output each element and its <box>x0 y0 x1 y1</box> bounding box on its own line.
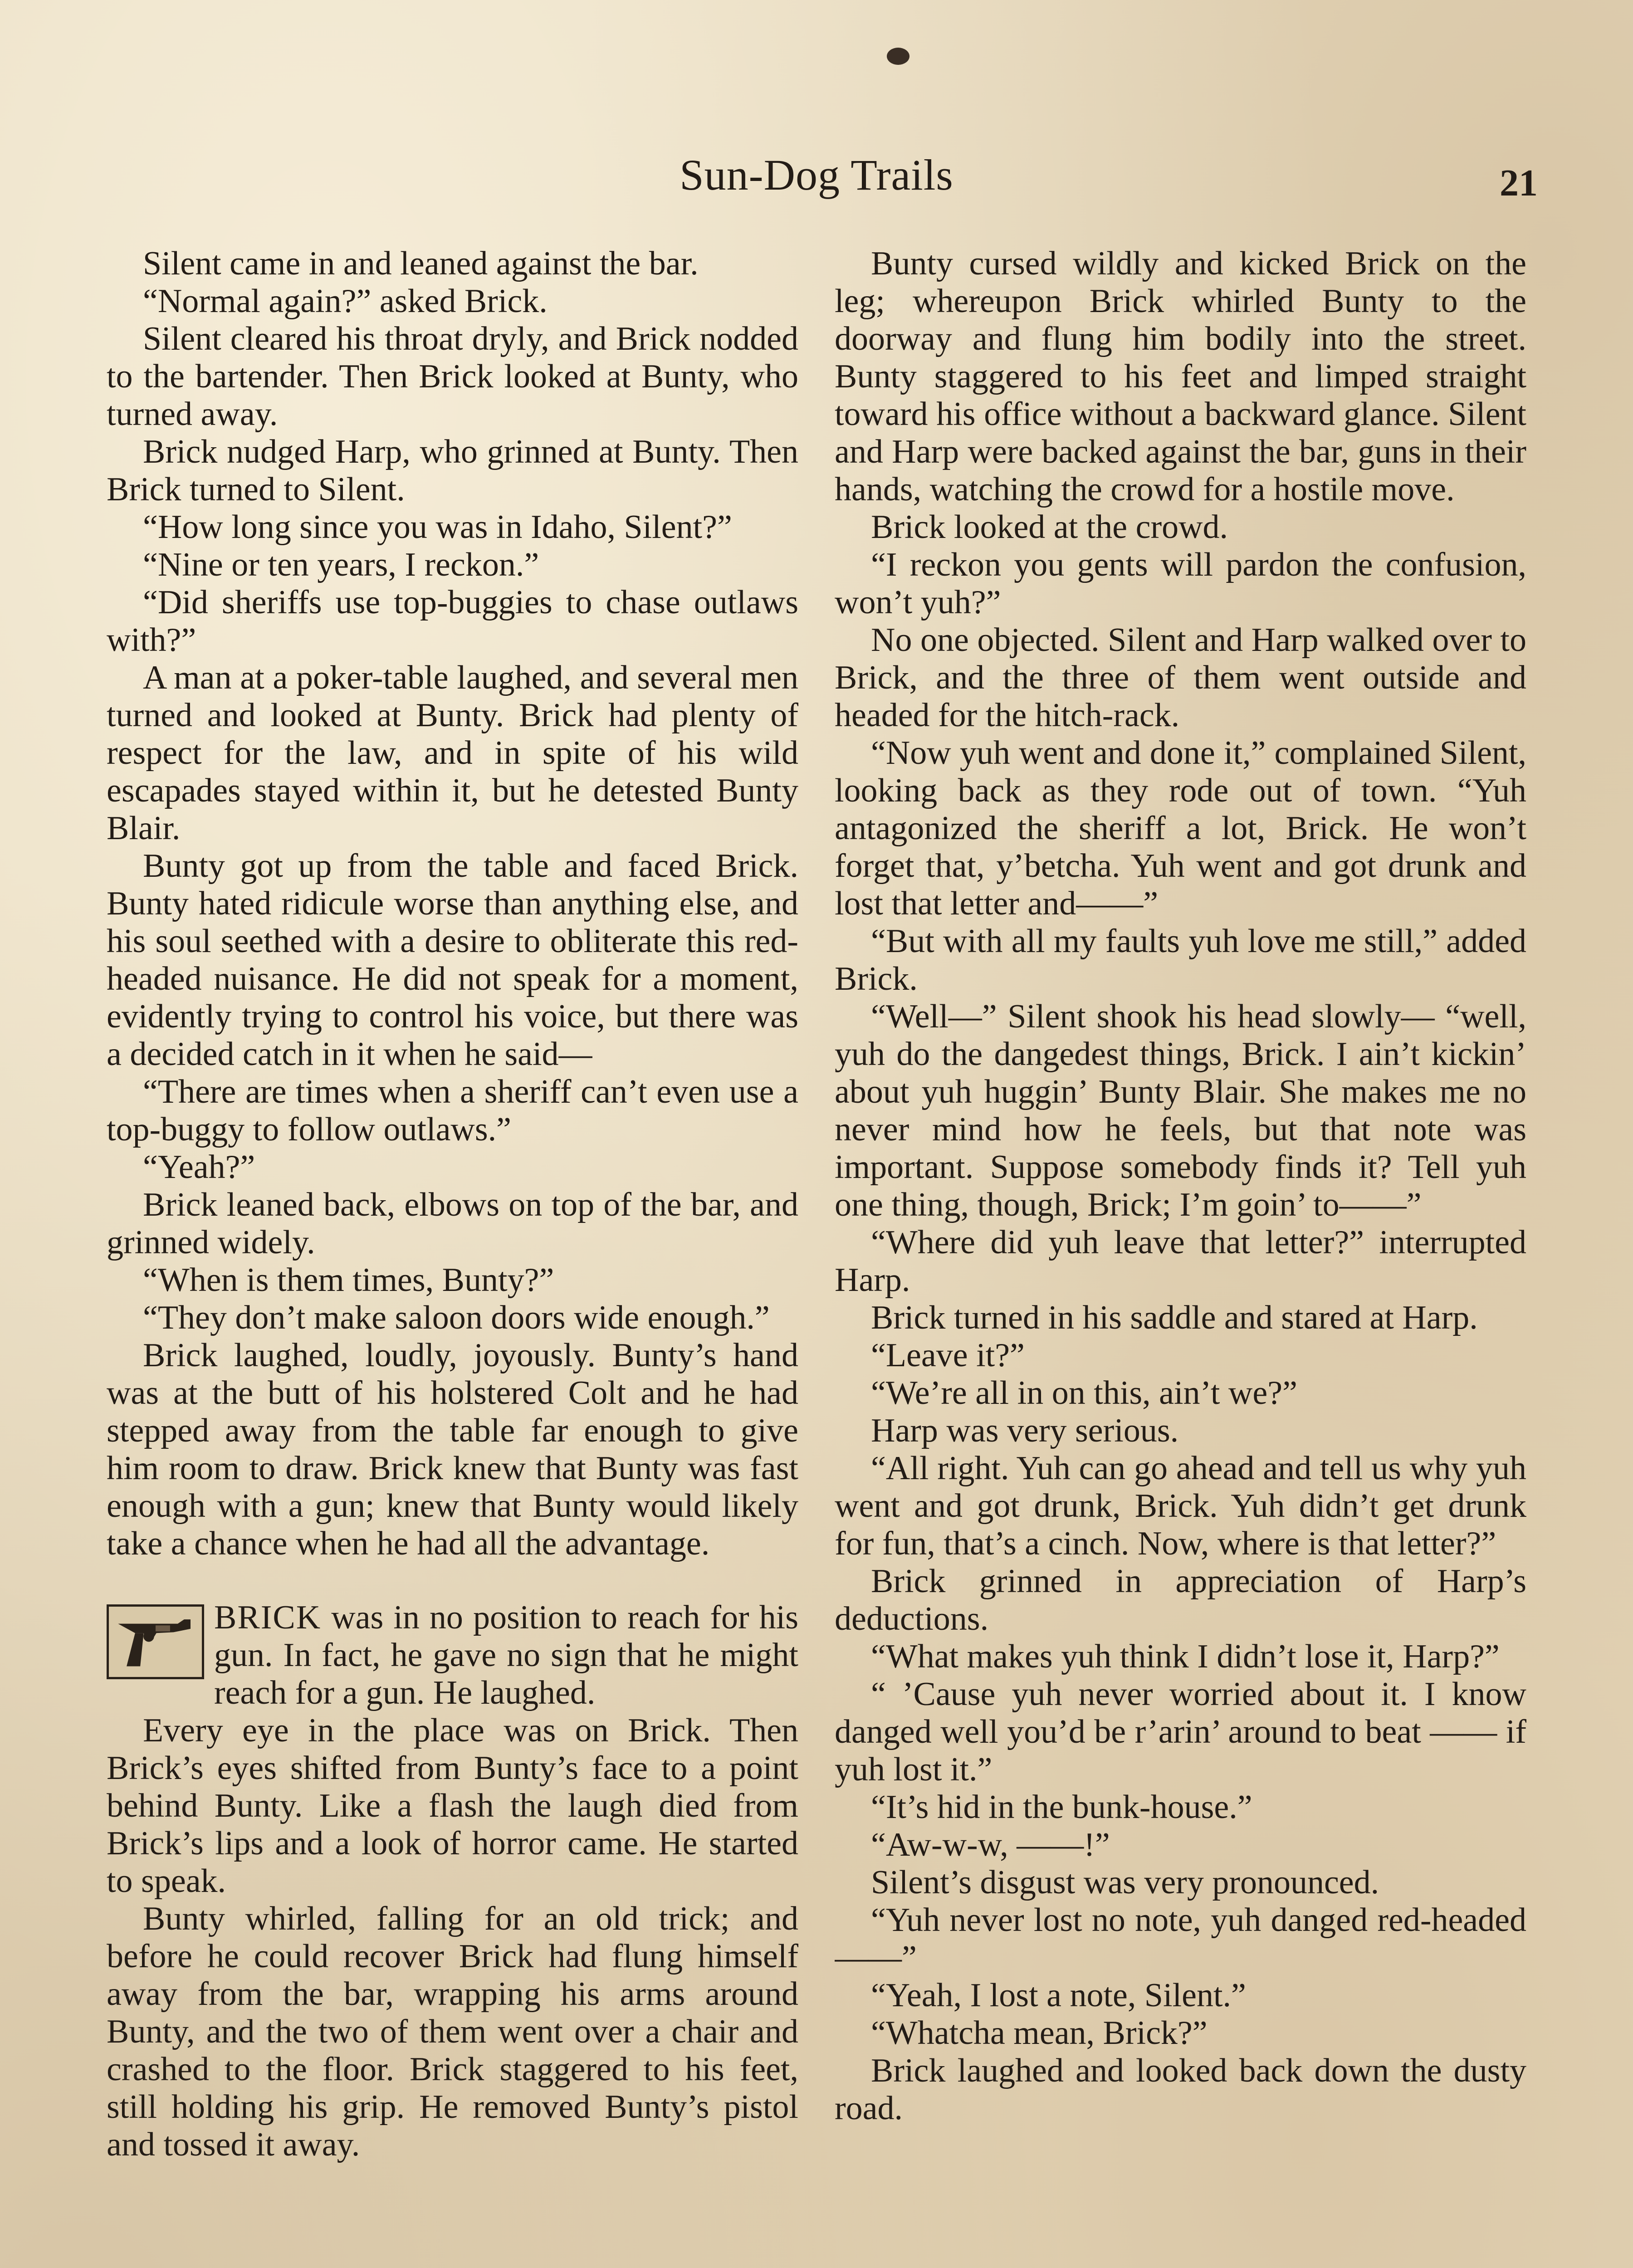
paragraph: “Normal again?” asked Brick. <box>143 283 548 320</box>
paragraph: “Yeah, I lost a note, Silent.” <box>871 1977 1246 2014</box>
dropcap-paragraph <box>107 1599 798 1712</box>
paragraph: Harp was very serious. <box>871 1412 1179 1449</box>
paragraph: “Now yuh went and done it,” complained Silent, looking back as they rode out of town. “Yuh antagonized the sheriff a lot, Brick. He won’t forget that, y’betcha. Yuh went and got drunk and lost that letter and——” <box>835 734 1526 922</box>
paragraph: “ ’Cause yuh never worried about it. I know danged well you’d be r’arin’ around to beat —— if yuh lost it.” <box>835 1676 1526 1788</box>
paragraph: “It’s hid in the bunk-house.” <box>871 1789 1252 1826</box>
paragraph: Brick looked at the crowd. <box>871 508 1228 546</box>
page-number: 21 <box>1500 162 1538 204</box>
paragraph: “Yeah?” <box>143 1149 255 1186</box>
paragraph: “They don’t make saloon doors wide enough.” <box>143 1299 770 1336</box>
paragraph: No one objected. Silent and Harp walked over to Brick, and the three of them went outside and headed for the hitch-rack. <box>835 621 1526 734</box>
paragraph: “Yuh never lost no note, yuh danged red-headed——” <box>835 1901 1526 1976</box>
paragraph: “Where did yuh leave that letter?” interrupted Harp. <box>835 1224 1526 1299</box>
paragraph: “There are times when a sheriff can’t even use a top-buggy to follow outlaws.” <box>107 1073 798 1148</box>
paragraph: “I reckon you gents will pardon the confusion, won’t yuh?” <box>835 546 1526 621</box>
dropcap-word: BRICK <box>214 1599 322 1636</box>
section-break <box>107 1563 798 1599</box>
paragraph: “How long since you was in Idaho, Silent?” <box>143 508 732 546</box>
paragraph: Brick grinned in appreciation of Harp’s deductions. <box>835 1563 1526 1637</box>
paragraph: Silent’s disgust was very pronounced. <box>871 1864 1379 1901</box>
right-column <box>835 245 1526 2268</box>
paragraph: “Did sheriffs use top-buggies to chase outlaws with?” <box>107 584 798 659</box>
paragraph: “When is them times, Bunty?” <box>143 1261 554 1299</box>
revolver-icon <box>107 1604 204 1679</box>
right-column-paragraphs <box>835 245 1526 2127</box>
paragraph: “We’re all in on this, ain’t we?” <box>871 1374 1297 1412</box>
paragraph: Every eye in the place was on Brick. Then Brick’s eyes shifted from Bunty’s face to a point behind Bunty. Like a flash the laugh died from Brick’s lips and a look of horror came. He started to speak. <box>107 1712 798 1900</box>
left-column-paragraphs-2 <box>107 1712 798 2164</box>
paragraph: “All right. Yuh can go ahead and tell us why yuh went and got drunk, Brick. Yuh didn’t get drunk for fun, that’s a cinch. Now, where is that letter?” <box>835 1450 1526 1562</box>
running-head: Sun-Dog Trails <box>680 151 953 199</box>
paragraph: “But with all my faults yuh love me still,” added Brick. <box>835 923 1526 997</box>
paragraph: Brick laughed, loudly, joyously. Bunty’s hand was at the butt of his holstered Colt and he had stepped away from the table far enough to give him room to draw. Brick knew that Bunty was fast enough with a gun; knew that Bunty would likely take a chance when he had all the advantage. <box>107 1337 798 1562</box>
paragraph: “What makes yuh think I didn’t lose it, Harp?” <box>871 1638 1500 1675</box>
paragraph: Silent cleared his throat dryly, and Brick nodded to the bartender. Then Brick looked at Bunty, who turned away. <box>107 320 798 433</box>
paragraph: Bunty cursed wildly and kicked Brick on the leg; whereupon Brick whirled Bunty to the doorway and flung him bodily into the street. Bunty staggered to his feet and limped straight toward his office without a backward glance. Silent and Harp were backed against the bar, guns in their hands, watching the crowd for a hostile move. <box>835 245 1526 508</box>
left-column-paragraphs <box>107 245 798 1563</box>
paragraph: “Leave it?” <box>871 1337 1025 1374</box>
paragraph: Silent came in and leaned against the bar. <box>143 245 699 282</box>
paragraph: “Aw-w-w, ——!” <box>871 1826 1110 1863</box>
paragraph: Brick turned in his saddle and stared at Harp. <box>871 1299 1478 1336</box>
paragraph: Brick nudged Harp, who grinned at Bunty. Then Brick turned to Silent. <box>107 433 798 508</box>
binding-mark <box>887 48 909 65</box>
paragraph: “Nine or ten years, I reckon.” <box>143 546 539 583</box>
paragraph: Brick laughed and looked back down the dusty road. <box>835 2052 1526 2127</box>
paragraph: A man at a poker-table laughed, and several men turned and looked at Bunty. Brick had plenty of respect for the law, and in spite of his wild escapades stayed within it, but he detested Bunty Blair. <box>107 659 798 847</box>
paragraph: Bunty got up from the table and faced Brick. Bunty hated ridicule worse than anything else, and his soul seethed with a desire to obliterate this red-headed nuisance. He did not speak for a moment, evidently trying to control his voice, but there was a decided catch in it when he said— <box>107 847 798 1073</box>
paragraph: Brick leaned back, elbows on top of the bar, and grinned widely. <box>107 1186 798 1261</box>
dropcap-rest: was in no position to reach for his gun. In fact, he gave no sign that he might reach for a gun. He laughed. <box>214 1599 798 1711</box>
paragraph: Bunty whirled, falling for an old trick; and before he could recover Brick had flung himself away from the bar, wrapping his arms around Bunty, and the two of them went over a chair and crashed to the floor. Brick staggered to his feet, still holding his grip. He removed Bunty’s pistol and tossed it away. <box>107 1900 798 2163</box>
paragraph: “Whatcha mean, Brick?” <box>871 2014 1208 2052</box>
left-column <box>107 245 798 2268</box>
paragraph: “Well—” Silent shook his head slowly— “well, yuh do the dangedest things, Brick. I ain’t kickin’ about yuh huggin’ Bunty Blair. She makes me no never mind how he feels, but that note was important. Suppose somebody finds it? Tell yuh one thing, though, Brick; I’m goin’ to——” <box>835 998 1526 1223</box>
